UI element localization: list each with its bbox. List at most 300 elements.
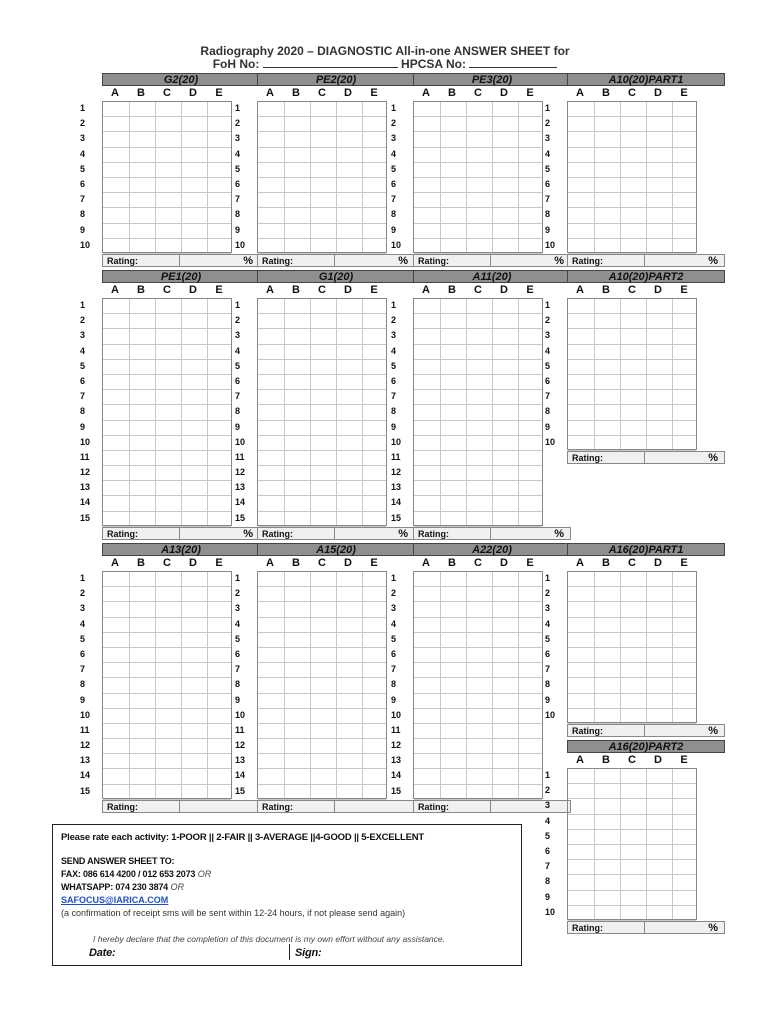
- grid-divider: [362, 572, 363, 798]
- row-number: 4: [391, 618, 397, 629]
- row-number: 2: [235, 588, 241, 599]
- rating-label: Rating:: [262, 802, 293, 812]
- answer-row[interactable]: [103, 648, 231, 663]
- answer-grid: [413, 298, 543, 526]
- answer-row[interactable]: [103, 132, 231, 147]
- answer-row[interactable]: [414, 618, 542, 633]
- grid-divider: [646, 769, 647, 919]
- row-number: 9: [391, 224, 397, 235]
- answer-row[interactable]: [103, 163, 231, 178]
- column-headers: [102, 283, 260, 297]
- answer-row[interactable]: [414, 224, 542, 239]
- answer-row[interactable]: [103, 451, 231, 466]
- column-header: B: [292, 87, 300, 99]
- answer-row[interactable]: [258, 754, 386, 769]
- answer-row[interactable]: [568, 587, 696, 602]
- answer-row[interactable]: [103, 572, 231, 587]
- answer-row[interactable]: [258, 132, 386, 147]
- answer-row[interactable]: [258, 709, 386, 724]
- rating-divider: [644, 255, 645, 266]
- foh-number-field[interactable]: [263, 57, 398, 68]
- answer-row[interactable]: [103, 390, 231, 405]
- answer-row[interactable]: [258, 193, 386, 208]
- answer-row[interactable]: [568, 572, 696, 587]
- answer-row[interactable]: [103, 193, 231, 208]
- answer-row[interactable]: [568, 148, 696, 163]
- answer-row[interactable]: [414, 587, 542, 602]
- answer-row[interactable]: [258, 208, 386, 223]
- answer-row[interactable]: [568, 860, 696, 875]
- row-number: 4: [391, 148, 397, 159]
- row-number: 7: [391, 391, 397, 402]
- answer-row[interactable]: [258, 314, 386, 329]
- answer-row[interactable]: [258, 299, 386, 314]
- column-headers: [567, 283, 725, 297]
- answer-row[interactable]: [414, 633, 542, 648]
- answer-row[interactable]: [258, 785, 386, 800]
- answer-row[interactable]: [568, 375, 696, 390]
- answer-row[interactable]: [258, 148, 386, 163]
- row-number: 10: [235, 436, 246, 447]
- answer-row[interactable]: [414, 345, 542, 360]
- answer-row[interactable]: [258, 648, 386, 663]
- answer-row[interactable]: [414, 709, 542, 724]
- answer-row[interactable]: [103, 102, 231, 117]
- row-number: 3: [80, 330, 86, 341]
- block-title: A10(20)PART2: [567, 270, 725, 283]
- answer-row[interactable]: [258, 724, 386, 739]
- answer-row[interactable]: [258, 405, 386, 420]
- answer-row[interactable]: [568, 299, 696, 314]
- row-numbers: [543, 298, 565, 450]
- column-headers: [102, 556, 260, 570]
- row-number: 10: [235, 239, 246, 250]
- answer-row[interactable]: [414, 405, 542, 420]
- percent-sign: %: [398, 528, 408, 540]
- answer-row[interactable]: [258, 678, 386, 693]
- answer-grid: [257, 298, 387, 526]
- answer-row[interactable]: [414, 694, 542, 709]
- answer-row[interactable]: [103, 724, 231, 739]
- rating-field[interactable]: [413, 527, 571, 540]
- row-number: 5: [545, 360, 551, 371]
- row-number: 11: [80, 451, 90, 462]
- row-number: 14: [391, 770, 402, 781]
- answer-row[interactable]: [414, 360, 542, 375]
- row-number: 3: [545, 603, 551, 614]
- percent-sign: %: [708, 452, 718, 464]
- answer-row[interactable]: [568, 906, 696, 921]
- answer-row[interactable]: [103, 663, 231, 678]
- grid-divider: [310, 572, 311, 798]
- row-number: 1: [391, 573, 397, 583]
- answer-row[interactable]: [258, 224, 386, 239]
- row-number: 8: [235, 209, 241, 220]
- answer-row[interactable]: [258, 329, 386, 344]
- row-number: 12: [391, 467, 402, 478]
- answer-row[interactable]: [568, 618, 696, 633]
- answer-row[interactable]: [568, 784, 696, 799]
- row-number: 11: [235, 451, 245, 462]
- row-numbers: [78, 101, 100, 253]
- answer-row[interactable]: [258, 117, 386, 132]
- grid-divider: [518, 102, 519, 252]
- answer-row[interactable]: [103, 224, 231, 239]
- answer-row[interactable]: [103, 345, 231, 360]
- answer-row[interactable]: [103, 208, 231, 223]
- answer-row[interactable]: [414, 314, 542, 329]
- rating-label: Rating:: [572, 256, 603, 266]
- answer-row[interactable]: [103, 769, 231, 784]
- answer-row[interactable]: [568, 178, 696, 193]
- percent-sign: %: [708, 255, 718, 267]
- answer-row[interactable]: [568, 815, 696, 830]
- grid-divider: [466, 102, 467, 252]
- rating-divider: [490, 528, 491, 539]
- email-link[interactable]: SAFOCUS@IARICA.COM: [61, 895, 169, 905]
- answer-row[interactable]: [568, 663, 696, 678]
- grid-divider: [466, 299, 467, 525]
- answer-row[interactable]: [568, 117, 696, 132]
- row-number: 8: [80, 406, 86, 417]
- row-number: 15: [80, 512, 91, 523]
- answer-row[interactable]: [568, 830, 696, 845]
- rating-field[interactable]: [413, 254, 571, 267]
- row-number: 4: [545, 148, 551, 159]
- answer-row[interactable]: [103, 678, 231, 693]
- rating-divider: [490, 255, 491, 266]
- answer-row[interactable]: [568, 648, 696, 663]
- grid-divider: [336, 102, 337, 252]
- grid-divider: [207, 299, 208, 525]
- answer-row[interactable]: [103, 754, 231, 769]
- answer-row[interactable]: [414, 754, 542, 769]
- row-number: 8: [545, 679, 551, 690]
- answer-row[interactable]: [414, 451, 542, 466]
- answer-row[interactable]: [568, 421, 696, 436]
- answer-row[interactable]: [568, 224, 696, 239]
- grid-divider: [492, 299, 493, 525]
- answer-row[interactable]: [103, 239, 231, 254]
- row-number: 5: [235, 163, 241, 174]
- answer-row[interactable]: [258, 481, 386, 496]
- answer-row[interactable]: [258, 375, 386, 390]
- answer-row[interactable]: [568, 132, 696, 147]
- column-headers: [257, 556, 415, 570]
- row-number: 14: [235, 497, 246, 508]
- rating-label: Rating:: [418, 256, 449, 266]
- column-header: A: [111, 557, 119, 569]
- row-number: 4: [80, 345, 86, 356]
- column-header: A: [266, 284, 274, 296]
- row-number: 12: [80, 740, 91, 751]
- rating-field[interactable]: [257, 527, 415, 540]
- column-header: B: [602, 557, 610, 569]
- row-number: 9: [235, 224, 241, 235]
- answer-row[interactable]: [258, 421, 386, 436]
- rating-label: Rating:: [262, 256, 293, 266]
- row-number: 5: [80, 633, 86, 644]
- row-number: 13: [235, 482, 246, 493]
- answer-row[interactable]: [414, 163, 542, 178]
- rating-field[interactable]: [567, 451, 725, 464]
- answer-row[interactable]: [103, 633, 231, 648]
- answer-row[interactable]: [568, 239, 696, 254]
- answer-row[interactable]: [258, 512, 386, 527]
- answer-row[interactable]: [414, 239, 542, 254]
- answer-row[interactable]: [258, 390, 386, 405]
- row-number: 1: [80, 300, 86, 310]
- answer-row[interactable]: [568, 102, 696, 117]
- answer-row[interactable]: [568, 845, 696, 860]
- row-number: 1: [391, 103, 397, 113]
- row-number: 3: [545, 133, 551, 144]
- answer-row[interactable]: [103, 360, 231, 375]
- answer-row[interactable]: [103, 602, 231, 617]
- answer-row[interactable]: [258, 572, 386, 587]
- answer-row[interactable]: [568, 390, 696, 405]
- answer-row[interactable]: [568, 602, 696, 617]
- row-number: 3: [235, 330, 241, 341]
- answer-row[interactable]: [414, 148, 542, 163]
- answer-row[interactable]: [258, 739, 386, 754]
- answer-grid: [102, 571, 232, 799]
- row-number: 3: [235, 603, 241, 614]
- rating-field[interactable]: [102, 254, 260, 267]
- grid-divider: [284, 572, 285, 798]
- answer-row[interactable]: [258, 345, 386, 360]
- answer-row[interactable]: [103, 375, 231, 390]
- answer-row[interactable]: [414, 390, 542, 405]
- row-number: 4: [545, 618, 551, 629]
- answer-row[interactable]: [103, 466, 231, 481]
- block-title: G2(20): [102, 73, 260, 86]
- answer-row[interactable]: [414, 512, 542, 527]
- rating-field[interactable]: [567, 254, 725, 267]
- answer-row[interactable]: [414, 178, 542, 193]
- answer-row[interactable]: [103, 117, 231, 132]
- answer-row[interactable]: [414, 299, 542, 314]
- block-title: A11(20): [413, 270, 571, 283]
- grid-divider: [646, 102, 647, 252]
- row-number: 6: [545, 845, 551, 856]
- answer-row[interactable]: [568, 678, 696, 693]
- answer-row[interactable]: [568, 405, 696, 420]
- percent-sign: %: [243, 255, 253, 267]
- row-number: 7: [235, 194, 241, 205]
- column-header: D: [189, 557, 197, 569]
- rating-field[interactable]: [567, 921, 725, 934]
- answer-row[interactable]: [414, 724, 542, 739]
- grid-divider: [672, 572, 673, 722]
- column-header: D: [189, 284, 197, 296]
- answer-row[interactable]: [103, 421, 231, 436]
- answer-row[interactable]: [258, 451, 386, 466]
- answer-row[interactable]: [414, 436, 542, 451]
- answer-row[interactable]: [568, 875, 696, 890]
- answer-grid: [567, 298, 697, 450]
- answer-row[interactable]: [414, 375, 542, 390]
- answer-row[interactable]: [414, 769, 542, 784]
- answer-row[interactable]: [414, 739, 542, 754]
- grid-divider: [518, 299, 519, 525]
- answer-row[interactable]: [568, 694, 696, 709]
- answer-row[interactable]: [414, 785, 542, 800]
- row-number: 2: [235, 315, 241, 326]
- answer-row[interactable]: [103, 739, 231, 754]
- row-number: 6: [545, 178, 551, 189]
- answer-row[interactable]: [414, 117, 542, 132]
- block-title: PE1(20): [102, 270, 260, 283]
- grid-divider: [284, 102, 285, 252]
- answer-row[interactable]: [414, 208, 542, 223]
- answer-row[interactable]: [103, 148, 231, 163]
- grid-divider: [440, 572, 441, 798]
- rating-divider: [644, 922, 645, 933]
- rating-field[interactable]: [102, 800, 260, 813]
- column-header: C: [318, 284, 326, 296]
- answer-row[interactable]: [103, 709, 231, 724]
- answer-row[interactable]: [414, 572, 542, 587]
- row-numbers: [233, 571, 255, 799]
- row-number: 10: [545, 709, 556, 720]
- answer-row[interactable]: [258, 102, 386, 117]
- block-title: A22(20): [413, 543, 571, 556]
- row-number: 7: [545, 861, 551, 872]
- answer-row[interactable]: [258, 163, 386, 178]
- grid-divider: [181, 572, 182, 798]
- row-number: 7: [235, 391, 241, 402]
- answer-row[interactable]: [103, 178, 231, 193]
- rating-label: Rating:: [107, 802, 138, 812]
- answer-row[interactable]: [568, 208, 696, 223]
- answer-row[interactable]: [568, 329, 696, 344]
- answer-row[interactable]: [103, 481, 231, 496]
- percent-sign: %: [398, 255, 408, 267]
- answer-row[interactable]: [103, 299, 231, 314]
- column-headers: [567, 86, 725, 100]
- answer-row[interactable]: [568, 799, 696, 814]
- column-header: B: [292, 284, 300, 296]
- rating-field[interactable]: [257, 254, 415, 267]
- answer-row[interactable]: [414, 193, 542, 208]
- answer-row[interactable]: [568, 633, 696, 648]
- answer-row[interactable]: [414, 663, 542, 678]
- answer-row[interactable]: [103, 587, 231, 602]
- rating-field[interactable]: [257, 800, 415, 813]
- page-title: Radiography 2020 – DIAGNOSTIC All-in-one ANSWER SHEET for: [200, 44, 570, 58]
- answer-row[interactable]: [258, 587, 386, 602]
- answer-row[interactable]: [103, 314, 231, 329]
- answer-row[interactable]: [414, 421, 542, 436]
- answer-row[interactable]: [414, 132, 542, 147]
- row-number: 7: [80, 391, 86, 402]
- column-headers: [567, 556, 725, 570]
- answer-row[interactable]: [258, 694, 386, 709]
- answer-row[interactable]: [568, 436, 696, 451]
- row-number: 7: [545, 664, 551, 675]
- answer-row[interactable]: [414, 602, 542, 617]
- answer-row[interactable]: [103, 694, 231, 709]
- answer-row[interactable]: [258, 178, 386, 193]
- column-header: A: [111, 284, 119, 296]
- rating-field[interactable]: [567, 724, 725, 737]
- answer-row[interactable]: [414, 102, 542, 117]
- row-number: 2: [545, 785, 551, 796]
- row-number: 3: [80, 133, 86, 144]
- column-header: B: [602, 284, 610, 296]
- column-header: E: [680, 557, 688, 569]
- answer-row[interactable]: [568, 891, 696, 906]
- row-number: 4: [235, 618, 241, 629]
- answer-row[interactable]: [103, 496, 231, 511]
- answer-row[interactable]: [258, 436, 386, 451]
- answer-row[interactable]: [414, 678, 542, 693]
- row-number: 13: [235, 755, 246, 766]
- grid-divider: [594, 299, 595, 449]
- answer-row[interactable]: [103, 618, 231, 633]
- answer-row[interactable]: [258, 769, 386, 784]
- answer-row[interactable]: [568, 709, 696, 724]
- answer-row[interactable]: [258, 496, 386, 511]
- answer-row[interactable]: [103, 329, 231, 344]
- row-number: 3: [391, 133, 397, 144]
- answer-row[interactable]: [414, 329, 542, 344]
- rating-divider: [179, 255, 180, 266]
- grid-divider: [207, 572, 208, 798]
- hpcsa-label: HPCSA No:: [401, 57, 466, 71]
- answer-row[interactable]: [103, 785, 231, 800]
- answer-row[interactable]: [258, 633, 386, 648]
- answer-row[interactable]: [414, 648, 542, 663]
- answer-row[interactable]: [568, 345, 696, 360]
- answer-grid: [413, 101, 543, 253]
- row-number: 15: [391, 512, 402, 523]
- answer-row[interactable]: [414, 481, 542, 496]
- answer-row[interactable]: [258, 466, 386, 481]
- answer-row[interactable]: [103, 436, 231, 451]
- column-header: A: [576, 87, 584, 99]
- row-numbers: [389, 101, 411, 253]
- answer-grid: [102, 101, 232, 253]
- answer-row[interactable]: [258, 239, 386, 254]
- block-title: PE3(20): [413, 73, 571, 86]
- row-number: 3: [545, 330, 551, 341]
- answer-row[interactable]: [414, 496, 542, 511]
- answer-row[interactable]: [568, 163, 696, 178]
- answer-row[interactable]: [414, 466, 542, 481]
- answer-row[interactable]: [258, 618, 386, 633]
- row-number: 6: [545, 648, 551, 659]
- answer-row[interactable]: [103, 512, 231, 527]
- column-header: E: [526, 284, 534, 296]
- row-number: 8: [391, 679, 397, 690]
- column-header: E: [680, 284, 688, 296]
- answer-row[interactable]: [258, 360, 386, 375]
- answer-row[interactable]: [103, 405, 231, 420]
- answer-row[interactable]: [568, 769, 696, 784]
- answer-row[interactable]: [568, 314, 696, 329]
- row-number: 13: [391, 755, 402, 766]
- rating-field[interactable]: [102, 527, 260, 540]
- answer-row[interactable]: [568, 360, 696, 375]
- rating-label: Rating:: [572, 726, 603, 736]
- hpcsa-number-field[interactable]: [469, 57, 557, 68]
- answer-row[interactable]: [258, 602, 386, 617]
- answer-row[interactable]: [258, 663, 386, 678]
- answer-grid: [102, 298, 232, 526]
- answer-row[interactable]: [568, 193, 696, 208]
